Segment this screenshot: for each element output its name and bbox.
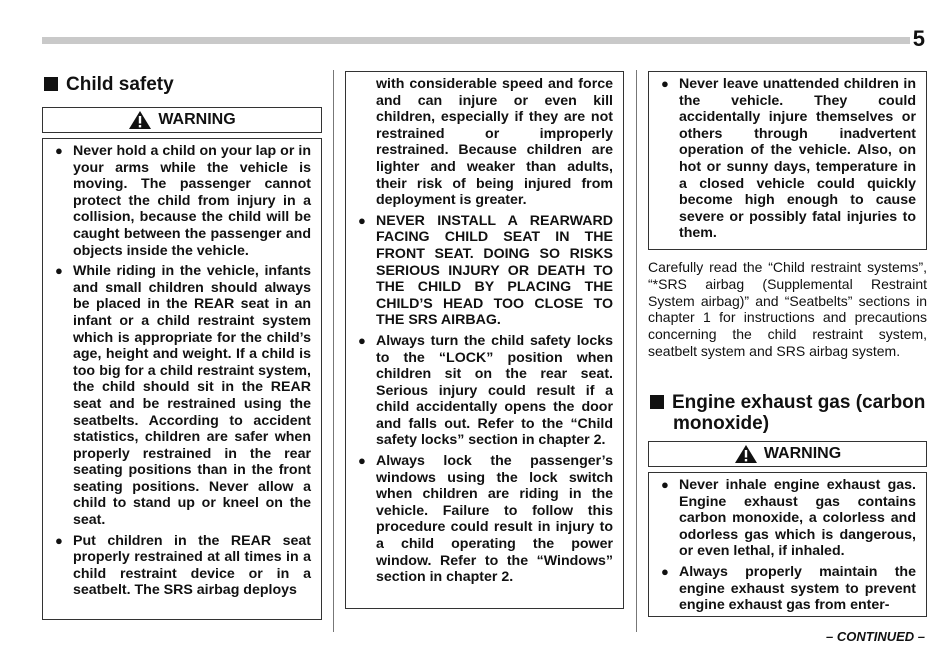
bullet-dot-icon: ● xyxy=(661,477,669,492)
warning-list xyxy=(659,477,916,614)
header-rule xyxy=(42,37,910,44)
warning-header xyxy=(42,107,322,133)
warning-header xyxy=(648,441,927,467)
warning-item: ● Always turn the child safety locks to the “LOCK” position when children sit on the rear seat. Serious injury could result if a child accidentally opens the door and falls out. Refer to the “Child safety locks” section in chapter 2. xyxy=(358,332,613,449)
body-paragraph: Carefully read the “Child restraint systems”, “*SRS airbag (Supplemental Restraint System airbag)” and “Seatbelts” sections in chapter 1 for instructions and precautions concerning the child restraint system, seatbelt system and SRS airbag system. xyxy=(648,259,927,359)
heading-text: Child safety xyxy=(66,74,174,95)
warning-box-continued xyxy=(345,71,624,609)
warning-item-continuation: with considerable speed and force and can injure or even kill children, especially if they are not restrained or improperly restrained. Because children are lighter and weaker than adults, their risk of being injured from deployment is greater. xyxy=(376,76,613,209)
section-heading-exhaust xyxy=(650,392,948,434)
section-square-icon xyxy=(44,77,58,91)
warning-item: ● Always properly maintain the engine exhaust system to prevent engine exhaust gas from enter- xyxy=(661,563,916,614)
warning-item: ● Never leave unattended children in the vehicle. They could accidentally injure themselves or others through inadvertent operation of the vehicle. Also, on hot or sunny days, temperature in a closed vehicle could quickly become high enough to cause severe or possibly fatal injuries to them. xyxy=(661,76,916,242)
bullet-dot-icon: ● xyxy=(661,76,669,91)
warning-label: WARNING xyxy=(763,445,842,462)
section-square-icon xyxy=(650,395,664,409)
warning-box-exhaust xyxy=(648,472,927,617)
continued-label: – CONTINUED – xyxy=(826,629,925,644)
warning-list xyxy=(659,76,916,242)
warning-list xyxy=(53,143,311,599)
page-number: 5 xyxy=(912,26,925,51)
warning-item: ● While riding in the vehicle, infants and small children should always be placed in the REAR seat in an infant or a child restraint system which is appropriate for the child’s age, height and weight. If a child is too big for a child restraint system, the child should sit in the REAR seat and be restrained using the seatbelts. According to accident statistics, children are safer when properly restrained in the rear seating positions than in the front seating positions. Never allow a child to stand up or kneel on the seat. xyxy=(55,263,311,529)
bullet-dot-icon: ● xyxy=(661,563,669,579)
warning-item: ● NEVER INSTALL A REARWARD FACING CHILD SEAT IN THE FRONT SEAT. DOING SO RISKS SERIOUS INJURY OR DEATH TO THE CHILD BY PLACING THE CHILD’S HEAD TOO CLOSE TO THE SRS AIRBAG. xyxy=(358,212,613,329)
bullet-dot-icon: ● xyxy=(55,532,63,548)
warning-item: ● Always lock the passenger’s windows using the lock switch when children are riding in the vehicle. Failure to follow this procedure could result in injury to a child operating the power window. Refer to the “Windows” section in chapter 2. xyxy=(358,453,613,586)
warning-item: ● Never hold a child on your lap or in your arms while the vehicle is moving. The passenger cannot protect the child from injury in a collision, because the child will be caught between the passenger and objects inside the vehicle. xyxy=(55,143,311,259)
warning-box-unattended xyxy=(648,71,927,250)
column-divider xyxy=(333,70,334,632)
bullet-dot-icon: ● xyxy=(55,263,63,279)
bullet-dot-icon: ● xyxy=(358,453,366,469)
warning-label: WARNING xyxy=(158,111,236,128)
bullet-dot-icon: ● xyxy=(358,212,366,228)
warning-triangle-icon xyxy=(734,444,758,464)
warning-box-child-safety xyxy=(42,138,322,620)
warning-item: ● Never inhale engine exhaust gas. Engine exhaust gas contains carbon monoxide, a colorless and odorless gas which is dangerous, or even lethal, if inhaled. xyxy=(661,477,916,560)
heading-text: Engine exhaust gas (carbon monoxide) xyxy=(672,392,926,434)
warning-list xyxy=(356,76,613,586)
warning-triangle-icon xyxy=(128,110,152,130)
bullet-dot-icon: ● xyxy=(358,332,366,348)
bullet-dot-icon: ● xyxy=(55,143,63,158)
warning-item: ● Put children in the REAR seat properly restrained at all times in a child restraint device or in a seatbelt. The SRS airbag deploys xyxy=(55,532,311,599)
section-heading-child-safety xyxy=(44,74,174,95)
column-divider xyxy=(636,70,637,632)
